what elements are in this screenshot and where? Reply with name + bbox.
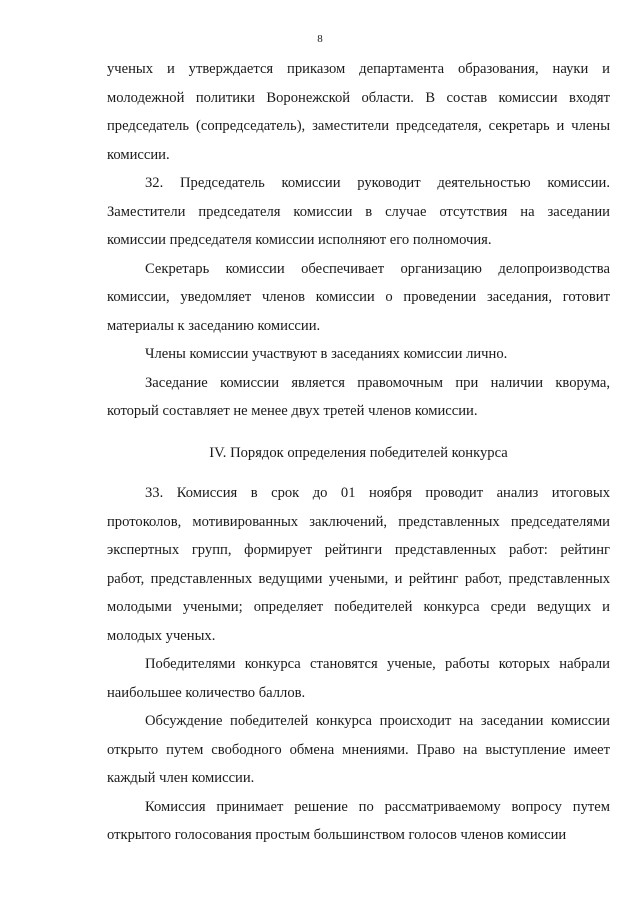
paragraph-line: комиссии, уведомляет членов комиссии о проведении заседания, готовит [107, 289, 610, 305]
paragraph-line: экспертных групп, формирует рейтинги представленных работ: рейтинг [107, 542, 610, 558]
paragraph [107, 369, 610, 426]
paragraph [107, 707, 610, 793]
paragraph [107, 650, 610, 707]
paragraph [107, 55, 610, 169]
paragraph-line: Члены комиссии участвуют в заседаниях комиссии лично. [145, 346, 508, 362]
paragraph-line: материалы к заседанию комиссии. [107, 317, 321, 334]
paragraph-line: Секретарь комиссии обеспечивает организацию делопроизводства [145, 260, 610, 277]
paragraphs-before-heading [107, 55, 610, 426]
paragraph-line: каждый член комиссии. [107, 770, 255, 786]
paragraph-line: молодыми учеными; определяет победителей конкурса среди ведущих и [107, 599, 610, 615]
paragraph-line: наибольшее количество баллов. [107, 684, 306, 701]
paragraph-line: Обсуждение победителей конкурса происходит на заседании комиссии [145, 713, 610, 729]
paragraph-line: Победителями конкурса становятся ученые, работы которых набрали [145, 656, 610, 672]
paragraph-line: 32. Председатель комиссии руководит деятельностью комиссии. [145, 175, 610, 191]
paragraph-line: Заместители председателя комиссии в случае отсутствия на заседании [107, 203, 610, 220]
paragraph-line: работ, представленных ведущими учеными, и рейтинг работ, представленных [107, 570, 610, 587]
paragraph-line: который составляет не менее двух третей членов комиссии. [107, 403, 478, 419]
paragraph-line: Комиссия принимает решение по рассматриваемому вопросу путем [145, 798, 610, 815]
paragraph-line: комиссии председателя комиссии исполняют его полномочия. [107, 232, 492, 248]
paragraph-line: молодежной политики Воронежской области. В состав комиссии входят [107, 89, 610, 106]
document-body [107, 55, 610, 850]
paragraph-line: 33. Комиссия в срок до 01 ноября проводит анализ итоговых [145, 485, 610, 501]
paragraph-line: ученых и утверждается приказом департамента образования, науки и [107, 61, 610, 77]
section-heading: IV. Порядок определения победителей конкурса [209, 444, 508, 461]
paragraph [107, 169, 610, 255]
paragraph-line: председатель (сопредседатель), заместители председателя, секретарь и члены [107, 118, 610, 134]
paragraph [107, 340, 610, 369]
paragraph-line: протоколов, мотивированных заключений, представленных председателями [107, 513, 610, 530]
paragraph [107, 479, 610, 650]
paragraph [107, 255, 610, 341]
paragraph-line: открыто путем свободного обмена мнениями. Право на выступление имеет [107, 741, 610, 758]
paragraph-line: комиссии. [107, 146, 170, 163]
paragraphs-after-heading [107, 479, 610, 850]
page-number: 8 [317, 33, 323, 45]
paragraph-line: Заседание комиссии является правомочным при наличии кворума, [145, 374, 610, 391]
paragraph [107, 793, 610, 850]
paragraph-line: молодых ученых. [107, 627, 216, 644]
paragraph-line: открытого голосования простым большинством голосов членов комиссии [107, 827, 567, 843]
